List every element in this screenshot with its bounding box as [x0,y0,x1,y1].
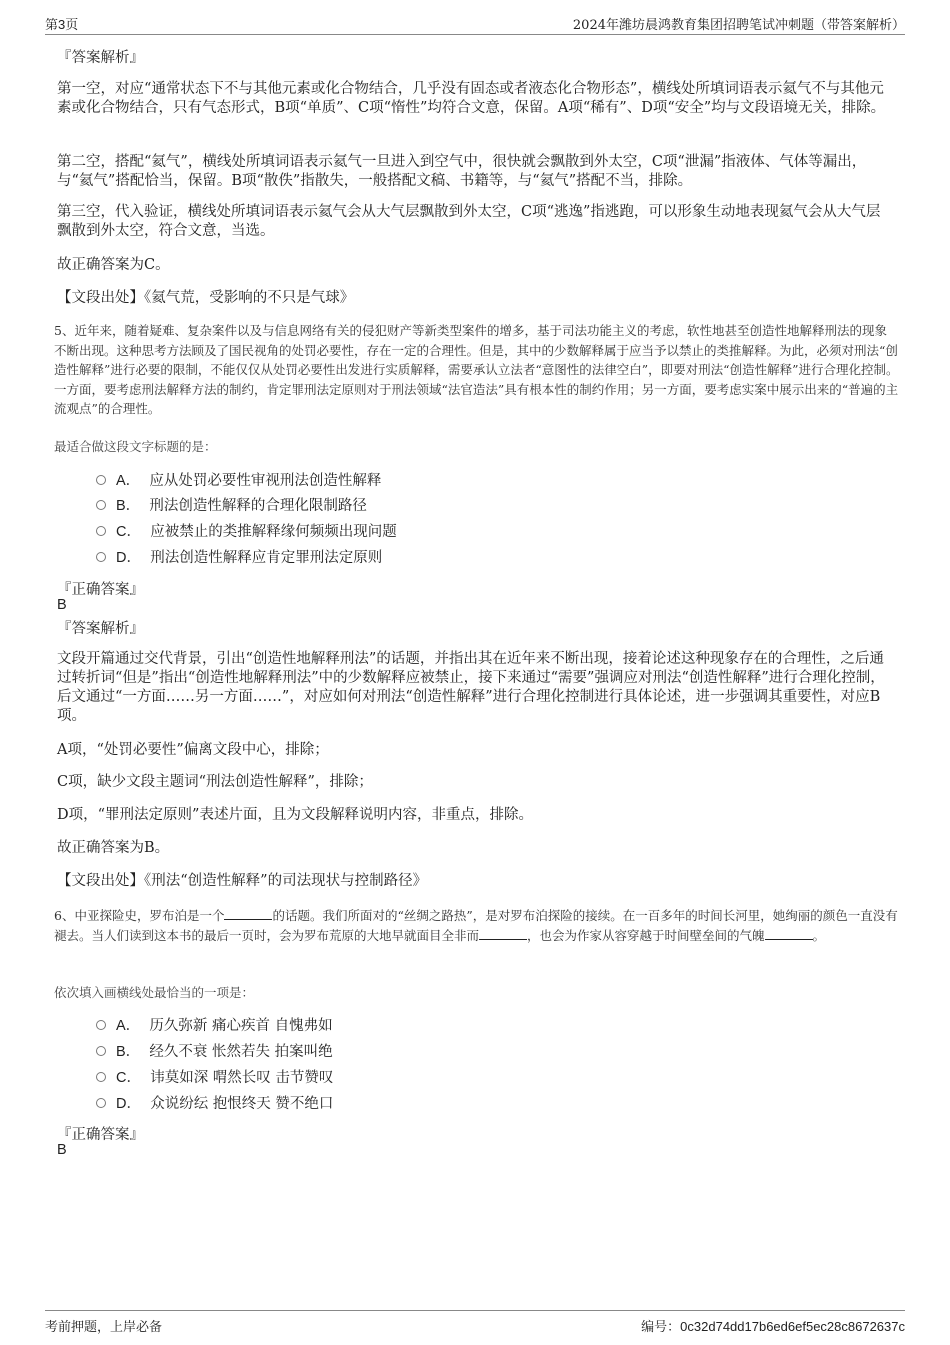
q6-option-a[interactable] [96,1016,333,1036]
option-letter: C． [116,1070,141,1086]
q5-option-d[interactable] [96,548,382,568]
page-number: 第3页 [45,17,79,32]
q5-answer-heading: 『正确答案』 [57,582,144,598]
radio-icon[interactable] [96,500,106,510]
q4-analysis-heading: 『答案解析』 [57,50,144,66]
option-text: 众说纷纭 抱恨终天 赞不绝口 [150,1096,334,1112]
q4-analysis-p2: 第二空，搭配“氦气”，横线处所填词语表示氦气一旦进入到空气中，很快就会飘散到外太空，C项“泄漏”指液体、气体等漏出，与“氦气”搭配恰当，保留。B项“散佚”指散失，一般搭配文稿、书籍等，与“氦气”搭配不当，排除。 [57,154,867,189]
q6-stem: 6、中亚探险史，罗布泊是一个 的话题。我们所面对的“丝绸之路热”，是对罗布泊探险的接续。在一百多年的时间长河里，她绚丽的颜色一直没有褪去。当人们读到这本书的最后一页时，会为罗布荒原的大地早就面目全非而 ，也会为作家从容穿越于时间壁垒间的气魄 。 [54,908,898,943]
option-letter: D． [116,550,141,566]
radio-icon[interactable] [96,1098,106,1108]
option-text: 讳莫如深 喟然长叹 击节赞叹 [150,1070,334,1086]
blank-3 [765,927,813,940]
radio-icon[interactable] [96,1046,106,1056]
blank-2 [479,927,527,940]
radio-icon[interactable] [96,526,106,536]
option-text: 应被禁止的类推解释缘何频频出现问题 [150,524,397,540]
q6-option-d[interactable] [96,1094,333,1114]
document-id: 编号：0c32d74dd17b6ed6ef5ec28c8672637c [641,1319,905,1335]
option-text: 刑法创造性解释的合理化限制路径 [149,498,367,514]
q4-analysis-p1: 第一空，对应“通常状态下不与其他元素或化合物结合，几乎没有固态或者液态化合物形态”，横线处所填词语表示氦气不与其他元素或化合物结合，只有气态形式，B项“单质”、C项“惰性”均符合文意，保留。A项“稀有”、D项“安全”均与文段语境无关，排除。 [57,81,886,116]
q5-analysis-a: A项，“处罚必要性”偏离文段中心，排除； [57,742,329,758]
q5-answer: B [57,597,67,613]
q5-prompt: 最适合做这段文字标题的是： [54,439,217,454]
q5-option-a[interactable] [96,471,381,491]
option-text: 刑法创造性解释应肯定罪刑法定原则 [150,550,383,566]
q5-analysis-heading: 『答案解析』 [57,621,144,637]
page-footer [45,1310,905,1335]
blank-1 [224,907,272,920]
option-letter: B． [116,1044,141,1060]
footer-slogan: 考前押题，上岸必备 [45,1320,163,1335]
option-text: 应从处罚必要性审视刑法创造性解释 [149,473,382,489]
q6-prompt: 依次填入画横线处最恰当的一项是： [54,985,255,1000]
q5-analysis-p1: 文段开篇通过交代背景，引出“创造性地解释刑法”的话题，并指出其在近年来不断出现，接着论述这种现象存在的合理性，之后通过转折词“但是”指出“创造性地解释刑法”中的少数解释应被禁止，接下来通过“需要”强调应对刑法“创造性解释”进行合理化控制，后文通过“一方面……另一方面……”，对应如何对刑法“创造性解释”进行合理化控制进行具体论述，进一步强调其重要性，对应B项。 [57,651,885,724]
q5-option-c[interactable] [96,522,397,542]
q4-conclusion: 故正确答案为C。 [57,257,170,273]
option-text: 历久弥新 痛心疾首 自愧弗如 [149,1018,333,1034]
document-title: 2024年潍坊晨鸿教育集团招聘笔试冲刺题（带答案解析） [572,18,905,33]
q5-source: 【文段出处】《刑法“创造性解释”的司法现状与控制路径》 [57,873,428,889]
q4-source: 【文段出处】《氦气荒，受影响的不只是气球》 [57,290,355,306]
q6-answer: B [57,1142,67,1158]
q5-stem: 5、近年来，随着疑难、复杂案件以及与信息网络有关的侵犯财产等新类型案件的增多，基于司法功能主义的考虑，软性地甚至创造性地解释刑法的现象不断出现。这种思考方法顾及了国民视角的处罚必要性，存在一定的合理性。但是，其中的少数解释属于应当予以禁止的类推解释。为此，必须对刑法“创造性解释”进行必要的限制，不能仅仅从处罚必要性出发进行实质解释，需要承认立法者“意图性的法律空白”，即要对刑法“创造性解释”进行合理化控制。一方面，要考虑刑法解释方法的制约，肯定罪刑法定原则对于刑法领域“法官造法”具有根本性的制约作用；另一方面，要考虑实案中展示出来的“普遍的主流观点”的合理性。 [54,323,899,416]
radio-icon[interactable] [96,1020,106,1030]
option-letter: C． [116,524,141,540]
q6-answer-heading: 『正确答案』 [57,1127,144,1143]
q6-option-c[interactable] [96,1068,333,1088]
q5-conclusion: 故正确答案为B。 [57,840,170,856]
radio-icon[interactable] [96,475,106,485]
radio-icon[interactable] [96,552,106,562]
q5-option-b[interactable] [96,496,367,516]
q5-analysis-c: C项，缺少文段主题词“刑法创造性解释”，排除； [57,774,373,790]
q5-analysis-d: D项，“罪刑法定原则”表述片面，且为文段解释说明内容，非重点，排除。 [57,807,533,823]
option-letter: A． [116,1018,141,1034]
option-text: 经久不衰 怅然若失 拍案叫绝 [149,1044,333,1060]
radio-icon[interactable] [96,1072,106,1082]
q6-option-b[interactable] [96,1042,333,1062]
option-letter: A． [116,473,141,489]
q4-analysis-p3: 第三空，代入验证，横线处所填词语表示氦气会从大气层飘散到外太空，C项“逃逸”指逃跑，可以形象生动地表现氦气会从大气层飘散到外太空，符合文意，当选。 [57,204,881,239]
page-header [45,14,905,35]
option-letter: B． [116,498,141,514]
option-letter: D． [116,1096,141,1112]
